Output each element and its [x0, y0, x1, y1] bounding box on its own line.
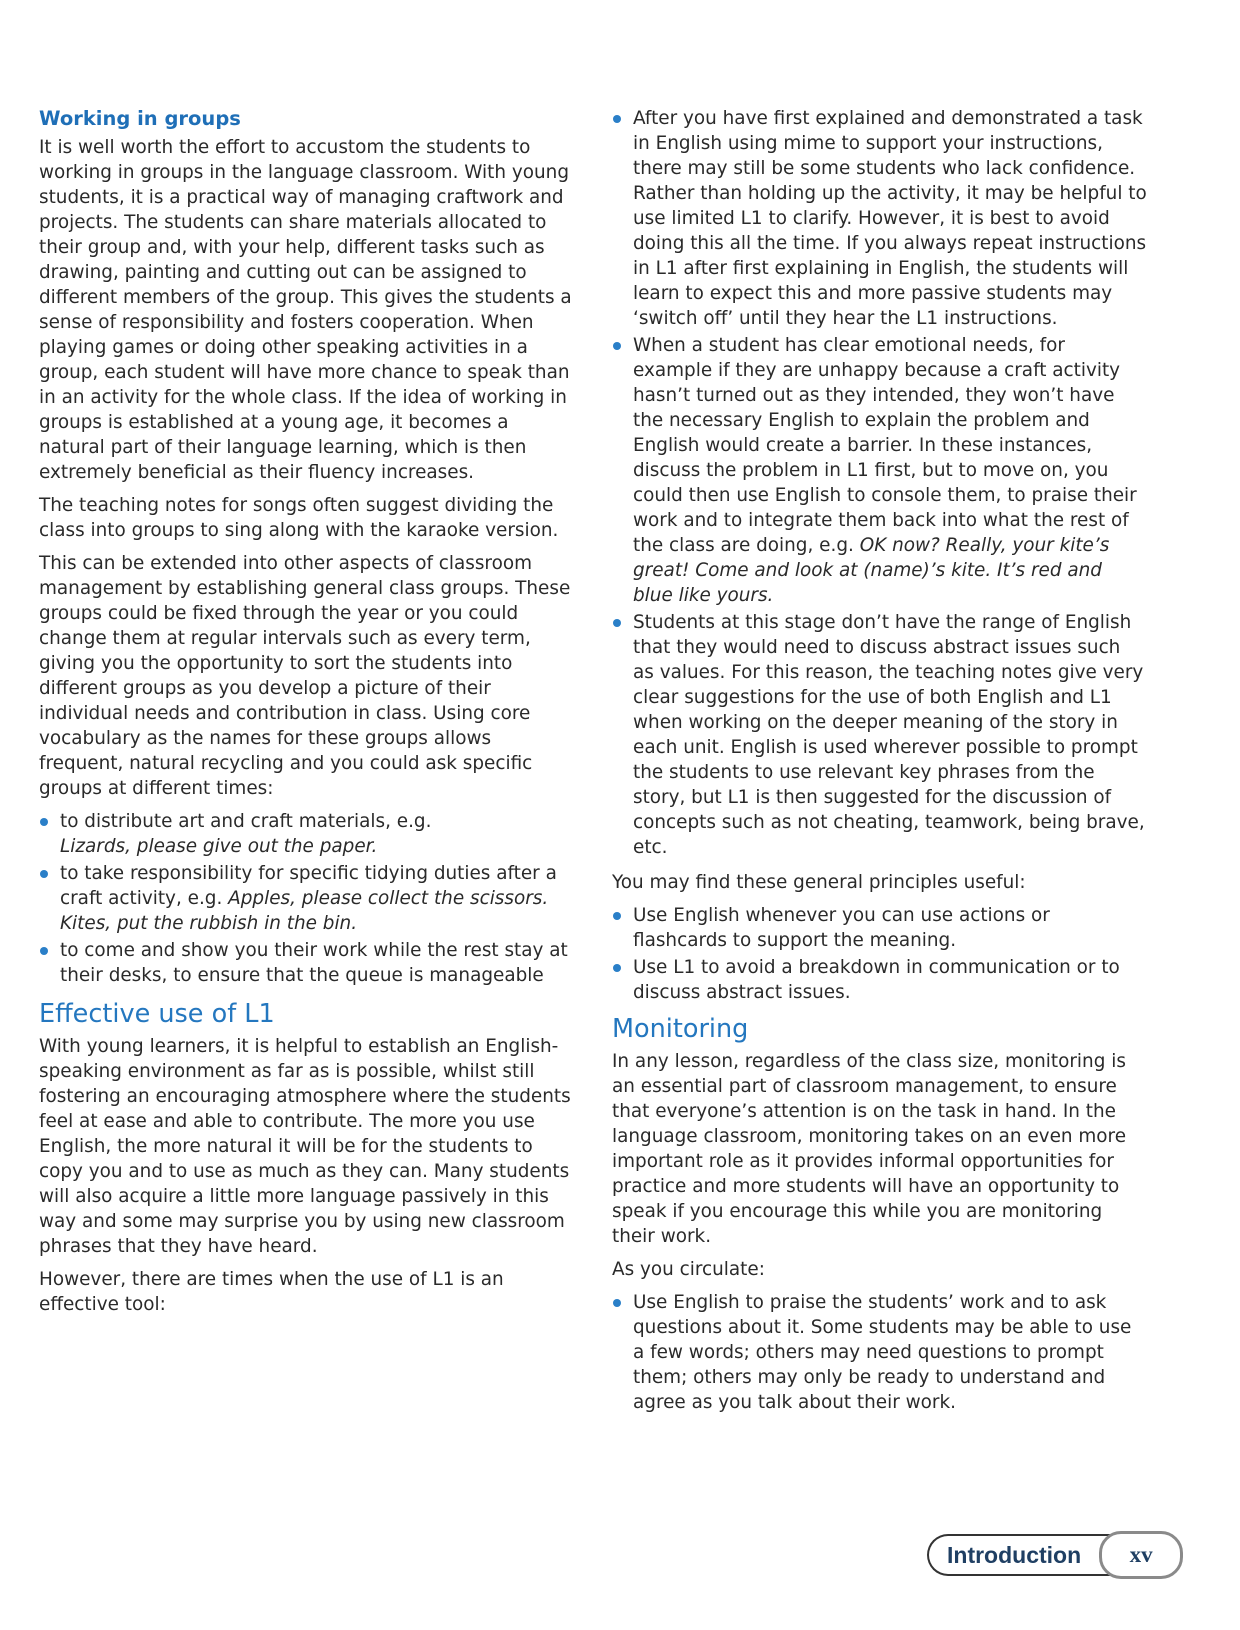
page-footer — [927, 1533, 1183, 1577]
list-item: After you have first explained and demonstrated a task in English using mime to support your instructions, there may still be some students who lack confidence. Rather than holding up the activity, it may be helpful to use limited L1 to clarify. However, it is best to avoid doing this all the time. If you always repeat instructions in L1 after first explaining in English, the students will learn to expect this and more passive students may ‘switch off’ until they hear the L1 instructions. — [612, 106, 1147, 331]
list-item-example: OK now? Really, your kite’s great! Come and look at (name)’s kite. It’s red and blue like yours. — [633, 535, 1110, 606]
working-in-groups-heading: Working in groups — [39, 107, 241, 130]
list-item: Use English whenever you can use actions or flashcards to support the meaning. — [612, 903, 1147, 953]
list-item: Use L1 to avoid a breakdown in communication or to discuss abstract issues. — [612, 955, 1147, 1005]
list-item — [39, 938, 574, 988]
section-label: Introduction — [927, 1534, 1111, 1576]
monitoring-paragraph-2: As you circulate: — [612, 1259, 765, 1280]
list-item-text: to take responsibility for specific tidying duties after a craft activity, e.g. — [60, 863, 557, 909]
page-number: xv — [1099, 1531, 1183, 1579]
principles-intro: You may find these general principles useful: — [612, 872, 1026, 893]
list-item-text: to distribute art and craft materials, e.g. — [60, 811, 432, 832]
list-item — [39, 809, 574, 859]
list-item — [39, 861, 574, 936]
working-paragraph-2: The teaching notes for songs often suggest dividing the class into groups to sing along with the karaoke version. — [39, 495, 559, 541]
monitoring-list — [612, 1290, 1147, 1415]
working-paragraph-3: This can be extended into other aspects of classroom management by establishing general class groups. These groups could be fixed through the year or you could change them at regular intervals such as every term, giving you the opportunity to sort the students into different groups as you develop a picture of their individual needs and contribution in class. Using core vocabulary as the names for these groups allows frequent, natural recycling and you could ask specific groups at different times: — [39, 553, 571, 799]
list-item — [612, 333, 1147, 608]
l1-uses-list — [612, 106, 1147, 860]
monitoring-paragraph-1: In any lesson, regardless of the class size, monitoring is an essential part of classroom management, to ensure that everyone’s attention is on the task in hand. In the language classroom, monitoring takes on an even more important role as it provides informal opportunities for practice and more students will have an opportunity to speak if you encourage this while you are monitoring their work. — [612, 1051, 1127, 1247]
l1-paragraph-1: With young learners, it is helpful to establish an English-speaking environment as far as is possible, whilst still fostering an encouraging atmosphere where the students feel at ease and able to contribute. The more you use English, the more natural it will be for the students to copy you and to use as much as they can. Many students will also acquire a little more language passively in this way and some may surprise you by using new classroom phrases that they have heard. — [39, 1036, 571, 1257]
list-item-text: to come and show you their work while the rest stay at their desks, to ensure that the queue is manageable — [60, 940, 568, 986]
list-item-text: When a student has clear emotional needs, for example if they are unhappy because a craft activity hasn’t turned out as they intended, they won’t have the necessary English to explain the problem and English would create a barrier. In these instances, discuss the problem in L1 first, but to move on, you could then use English to console them, to praise their work and to integrate them back into what the rest of the class are doing, e.g. — [633, 335, 1137, 556]
working-paragraph-1: It is well worth the effort to accustom the students to working in groups in the language classroom. With young students, it is a practical way of managing craftwork and projects. The students can share materials allocated to their group and, with your help, different tasks such as drawing, painting and cutting out can be assigned to different members of the group. This gives the students a sense of responsibility and fosters cooperation. When playing games or doing other speaking activities in a group, each student will have more chance to speak than in an activity for the whole class. If the idea of working in groups is established at a young age, it becomes a natural part of their language learning, which is then extremely beneficial as their fluency increases. — [39, 137, 572, 483]
list-item-example: Apples, please collect the scissors. Kites, put the rubbish in the bin. — [60, 888, 549, 934]
l1-paragraph-2: However, there are times when the use of L1 is an effective tool: — [39, 1269, 504, 1315]
list-item: Students at this stage don’t have the range of English that they would need to discuss abstract issues such as values. For this reason, the teaching notes give very clear suggestions for the use of both English and L1 when working on the deeper meaning of the story in each unit. English is used wherever possible to prompt the students to use relevant key phrases from the story, but L1 is then suggested for the discussion of concepts such as not cheating, teamwork, being brave, etc. — [612, 610, 1147, 860]
principles-list — [612, 903, 1147, 1005]
group-uses-list — [39, 809, 574, 988]
monitoring-heading: Monitoring — [612, 1014, 749, 1044]
list-item: Use English to praise the students’ work and to ask questions about it. Some students may be able to use a few words; others may need questions to prompt them; others may only be ready to understand and agree as you talk about their work. — [612, 1290, 1147, 1415]
list-item-example: Lizards, please give out the paper. — [60, 836, 378, 857]
right-column — [612, 106, 1147, 1425]
left-column — [39, 106, 574, 1325]
effective-use-of-l1-heading: Effective use of L1 — [39, 999, 275, 1029]
